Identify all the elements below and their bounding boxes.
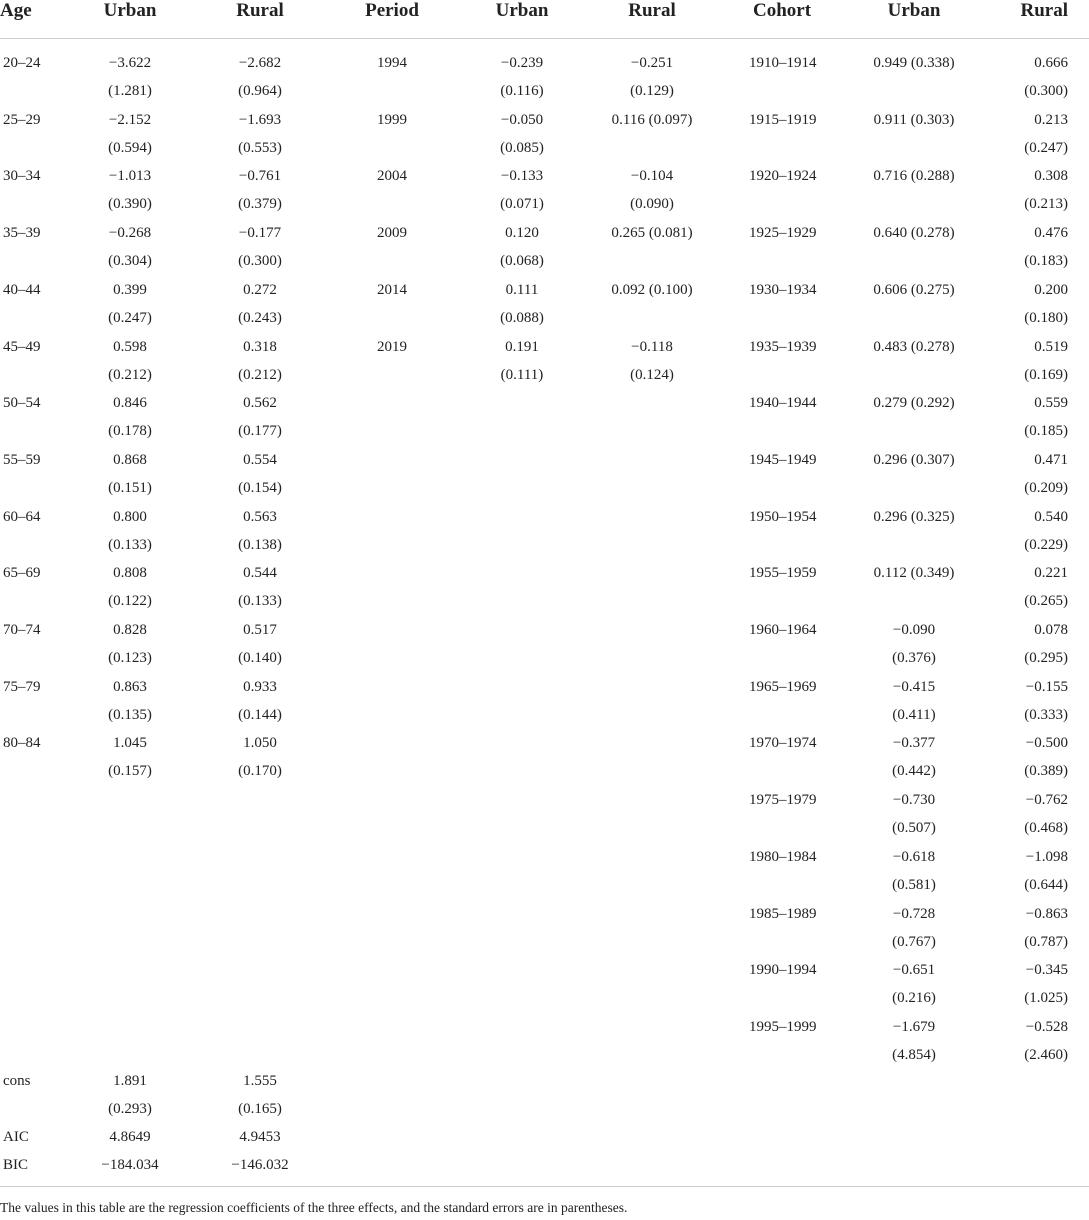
age-row-urban-se: (0.133) [108, 536, 152, 553]
summary-rural-value: −146.032 [231, 1157, 289, 1173]
summary-rural-se: (0.165) [238, 1101, 282, 1117]
cohort-row-urban-se: (0.507) [892, 820, 936, 837]
period-row-urban-se: (0.071) [500, 196, 544, 213]
age-row-urban-value: 0.399 [113, 281, 147, 298]
cohort-row-label: 1955–1959 [749, 565, 817, 582]
age-row-rural-value: 0.562 [243, 395, 277, 412]
age-row-urban-value: 0.800 [113, 508, 147, 525]
cohort-row-rural-value: 0.559 [1034, 395, 1068, 412]
age-row-rural-value: −1.693 [238, 111, 282, 128]
age-row-rural-se: (0.170) [238, 763, 282, 780]
cohort-row-label: 1980–1984 [749, 848, 817, 865]
age-row-label: 80–84 [3, 735, 41, 752]
cohort-row-label: 1930–1934 [749, 281, 817, 298]
summary-row-label: cons [3, 1073, 31, 1089]
age-row-label: 60–64 [3, 508, 41, 525]
cohort-row-label: 1975–1979 [749, 792, 817, 809]
age-row-urban-value: 0.598 [113, 338, 147, 355]
cohort-row-rural-value: 0.308 [1034, 168, 1068, 185]
age-row-rural-value: 0.272 [243, 281, 277, 298]
cohort-row-urban-value: −1.679 [892, 1018, 936, 1035]
age-row-urban-se: (0.122) [108, 593, 152, 610]
period-row-label: 2014 [377, 281, 407, 298]
period-row-urban-se: (0.111) [500, 366, 544, 383]
age-row-rural-se: (0.553) [238, 139, 282, 156]
table-footnote: The values in this table are the regression coefficients of the three effects, and the standard errors are in parentheses. [0, 1200, 628, 1215]
cohort-row-rural-value: 0.476 [1034, 225, 1068, 242]
header-period-rural: Rural [628, 0, 676, 21]
age-row-urban-value: 0.846 [113, 395, 147, 412]
age-row-rural-value: −2.682 [238, 55, 282, 71]
cohort-row-rural-value: −0.863 [1025, 905, 1068, 922]
summary-row-label: AIC [3, 1129, 29, 1145]
period-row-urban-value: −0.050 [500, 111, 544, 128]
age-row-label: 20–24 [3, 55, 41, 71]
period-row-label: 2004 [377, 168, 407, 185]
age-row-rural-value: 0.554 [243, 451, 277, 468]
age-row-label: 65–69 [3, 565, 41, 582]
cohort-row-rural-se: (0.333) [1024, 706, 1068, 723]
summary-urban-se: (0.293) [108, 1101, 152, 1117]
cohort-row-rural-se: (0.468) [1024, 820, 1068, 837]
age-row-label: 45–49 [3, 338, 41, 355]
cohort-row-label: 1965–1969 [749, 678, 817, 695]
header-cohort-rural: Rural [1020, 0, 1068, 21]
cohort-row-label: 1925–1929 [749, 225, 817, 242]
cohort-row-urban-value: −0.090 [892, 622, 936, 638]
cohort-row-rural-se: (0.169) [1024, 366, 1068, 383]
cohort-row-rural-se: (0.247) [1024, 139, 1068, 156]
cohort-row-label: 1960–1964 [749, 622, 817, 638]
cohort-row-rural-value: 0.471 [1034, 451, 1068, 468]
period-row-rural-value: −0.104 [630, 168, 674, 185]
age-row-rural-se: (0.177) [238, 423, 282, 440]
period-row-urban-se: (0.085) [500, 139, 544, 156]
cohort-row-rural-value: 0.078 [1034, 622, 1068, 638]
cohort-row-label: 1970–1974 [749, 735, 817, 752]
cohort-row-rural-se: (2.460) [1024, 1046, 1068, 1063]
cohort-row-rural-se: (0.389) [1024, 763, 1068, 780]
cohort-row-rural-value: −0.762 [1025, 792, 1068, 809]
cohort-row-rural-se: (0.295) [1024, 650, 1068, 666]
cohort-row-rural-se: (0.180) [1024, 309, 1068, 326]
age-row-urban-se: (0.151) [108, 479, 152, 496]
age-row-urban-value: −0.268 [108, 225, 152, 242]
age-row-label: 40–44 [3, 281, 41, 298]
age-row-urban-se: (0.123) [108, 650, 152, 666]
age-row-rural-se: (0.212) [238, 366, 282, 383]
age-row-label: 35–39 [3, 225, 41, 242]
cohort-row-label: 1910–1914 [749, 55, 817, 71]
age-row-rural-se: (0.379) [238, 196, 282, 213]
cohort-row-urban-value: 0.911 (0.303) [873, 111, 955, 128]
cohort-row-label: 1940–1944 [749, 395, 817, 412]
age-row-rural-se: (0.154) [238, 479, 282, 496]
cohort-row-urban-value: −0.377 [892, 735, 936, 752]
period-row-rural-value: 0.116 (0.097) [611, 111, 693, 128]
age-row-urban-se: (0.157) [108, 763, 152, 780]
cohort-row-rural-value: −0.528 [1025, 1018, 1068, 1035]
cohort-row-label: 1915–1919 [749, 111, 817, 128]
cohort-row-urban-value: 0.112 (0.349) [873, 565, 955, 582]
cohort-row-urban-value: −0.415 [892, 678, 936, 695]
age-row-label: 70–74 [3, 622, 41, 638]
cohort-row-urban-value: 0.606 (0.275) [873, 281, 955, 298]
cohort-row-label: 1990–1994 [749, 962, 817, 979]
age-row-urban-value: 0.828 [113, 622, 147, 638]
age-row-urban-se: (0.247) [108, 309, 152, 326]
age-row-rural-se: (0.133) [238, 593, 282, 610]
cohort-row-urban-value: −0.728 [892, 905, 936, 922]
cohort-row-urban-value: 0.279 (0.292) [873, 395, 955, 412]
period-row-urban-value: −0.133 [500, 168, 544, 185]
age-row-urban-value: 0.868 [113, 451, 147, 468]
age-row-urban-value: −2.152 [108, 111, 152, 128]
cohort-row-urban-value: 0.296 (0.325) [873, 508, 955, 525]
cohort-row-rural-value: −0.345 [1025, 962, 1068, 979]
summary-rural-value: 1.555 [243, 1073, 277, 1089]
age-row-rural-value: −0.177 [238, 225, 282, 242]
cohort-row-rural-value: 0.666 [1034, 55, 1068, 71]
header-period: Period [365, 0, 419, 21]
age-row-urban-se: (0.304) [108, 253, 152, 270]
age-row-rural-se: (0.144) [238, 706, 282, 723]
cohort-row-rural-se: (0.644) [1024, 876, 1068, 893]
cohort-row-urban-value: −0.730 [892, 792, 936, 809]
cohort-row-rural-value: 0.519 [1034, 338, 1068, 355]
cohort-row-rural-se: (0.183) [1024, 253, 1068, 270]
age-row-urban-se: (0.212) [108, 366, 152, 383]
cohort-row-urban-value: 0.640 (0.278) [873, 225, 955, 242]
cohort-row-urban-value: −0.651 [892, 962, 936, 979]
cohort-row-urban-se: (0.216) [892, 990, 936, 1007]
period-row-urban-value: 0.120 [505, 225, 539, 242]
cohort-row-rural-value: 0.221 [1034, 565, 1068, 582]
age-row-label: 55–59 [3, 451, 41, 468]
age-row-label: 50–54 [3, 395, 41, 412]
period-row-urban-value: 0.111 [505, 281, 539, 298]
cohort-row-label: 1985–1989 [749, 905, 817, 922]
period-row-label: 1994 [377, 55, 407, 71]
age-row-rural-se: (0.300) [238, 253, 282, 270]
cohort-row-rural-value: 0.200 [1034, 281, 1068, 298]
age-row-rural-se: (0.964) [238, 83, 282, 99]
period-row-rural-value: 0.092 (0.100) [611, 281, 693, 298]
cohort-row-urban-se: (0.581) [892, 876, 936, 893]
period-row-rural-se: (0.090) [630, 196, 674, 213]
age-row-rural-se: (0.138) [238, 536, 282, 553]
header-age: Age [0, 0, 32, 21]
cohort-row-rural-se: (0.265) [1024, 593, 1068, 610]
age-row-label: 75–79 [3, 678, 41, 695]
age-row-rural-value: 0.318 [243, 338, 277, 355]
cohort-row-label: 1950–1954 [749, 508, 817, 525]
cohort-row-urban-se: (0.767) [892, 933, 936, 950]
summary-rural-value: 4.9453 [239, 1129, 281, 1145]
age-row-urban-value: −1.013 [108, 168, 152, 185]
cohort-row-urban-se: (0.376) [892, 650, 936, 666]
age-row-urban-value: −3.622 [108, 55, 152, 71]
summary-urban-value: 1.891 [113, 1073, 147, 1089]
header-cohort-urban: Urban [887, 0, 941, 21]
age-row-label: 30–34 [3, 168, 41, 185]
age-row-urban-se: (1.281) [108, 83, 152, 99]
age-row-label: 25–29 [3, 111, 41, 128]
cohort-row-rural-se: (0.229) [1024, 536, 1068, 553]
cohort-row-rural-value: −0.155 [1025, 678, 1068, 695]
header-rule [0, 38, 1089, 39]
cohort-row-urban-value: 0.483 (0.278) [873, 338, 955, 355]
period-row-label: 2009 [377, 225, 407, 242]
cohort-row-rural-se: (0.300) [1024, 83, 1068, 99]
summary-urban-value: 4.8649 [109, 1129, 151, 1145]
cohort-row-rural-se: (0.209) [1024, 479, 1068, 496]
cohort-row-urban-value: 0.296 (0.307) [873, 451, 955, 468]
period-row-urban-se: (0.068) [500, 253, 544, 270]
period-row-urban-value: 0.191 [505, 338, 539, 355]
age-row-rural-value: 0.563 [243, 508, 277, 525]
period-row-rural-value: 0.265 (0.081) [611, 225, 693, 242]
summary-row-label: BIC [3, 1157, 29, 1173]
cohort-row-urban-value: −0.618 [892, 848, 936, 865]
period-row-rural-value: −0.251 [630, 55, 674, 71]
period-row-rural-se: (0.129) [630, 83, 674, 99]
header-age-rural: Rural [236, 0, 284, 21]
summary-urban-value: −184.034 [101, 1157, 159, 1173]
header-age-urban: Urban [103, 0, 157, 21]
cohort-row-urban-value: 0.949 (0.338) [873, 55, 955, 71]
header-period-urban: Urban [495, 0, 549, 21]
age-row-rural-value: 0.544 [243, 565, 277, 582]
cohort-row-rural-value: −1.098 [1025, 848, 1068, 865]
period-row-label: 1999 [377, 111, 407, 128]
header-cohort: Cohort [753, 0, 812, 21]
cohort-row-urban-se: (0.442) [892, 763, 936, 780]
age-row-urban-value: 1.045 [113, 735, 147, 752]
age-row-rural-value: 0.517 [243, 622, 277, 638]
period-row-rural-se: (0.124) [630, 366, 674, 383]
cohort-row-urban-value: 0.716 (0.288) [873, 168, 955, 185]
period-row-urban-se: (0.088) [500, 309, 544, 326]
cohort-row-urban-se: (0.411) [892, 706, 936, 723]
period-row-urban-se: (0.116) [500, 83, 544, 99]
age-row-urban-se: (0.178) [108, 423, 152, 440]
age-row-urban-se: (0.135) [108, 706, 152, 723]
cohort-row-rural-se: (0.787) [1024, 933, 1068, 950]
period-row-urban-value: −0.239 [500, 55, 544, 71]
age-row-rural-se: (0.140) [238, 650, 282, 666]
age-row-urban-value: 0.863 [113, 678, 147, 695]
cohort-row-rural-value: 0.540 [1034, 508, 1068, 525]
period-row-label: 2019 [377, 338, 407, 355]
age-row-rural-value: 0.933 [243, 678, 277, 695]
cohort-row-rural-se: (0.185) [1024, 423, 1068, 440]
cohort-row-label: 1935–1939 [749, 338, 817, 355]
bottom-rule [0, 1186, 1089, 1187]
age-row-rural-value: 1.050 [243, 735, 277, 752]
cohort-row-label: 1945–1949 [749, 451, 817, 468]
cohort-row-urban-se: (4.854) [892, 1046, 936, 1063]
age-row-rural-value: −0.761 [238, 168, 282, 185]
age-row-rural-se: (0.243) [238, 309, 282, 326]
cohort-row-rural-value: 0.213 [1034, 111, 1068, 128]
age-row-urban-value: 0.808 [113, 565, 147, 582]
age-row-urban-se: (0.594) [108, 139, 152, 156]
cohort-row-rural-se: (1.025) [1024, 990, 1068, 1007]
age-row-urban-se: (0.390) [108, 196, 152, 213]
period-row-rural-value: −0.118 [631, 338, 673, 355]
cohort-row-label: 1920–1924 [749, 168, 817, 185]
cohort-row-rural-se: (0.213) [1024, 196, 1068, 213]
cohort-row-label: 1995–1999 [749, 1018, 817, 1035]
cohort-row-rural-value: −0.500 [1025, 735, 1068, 752]
